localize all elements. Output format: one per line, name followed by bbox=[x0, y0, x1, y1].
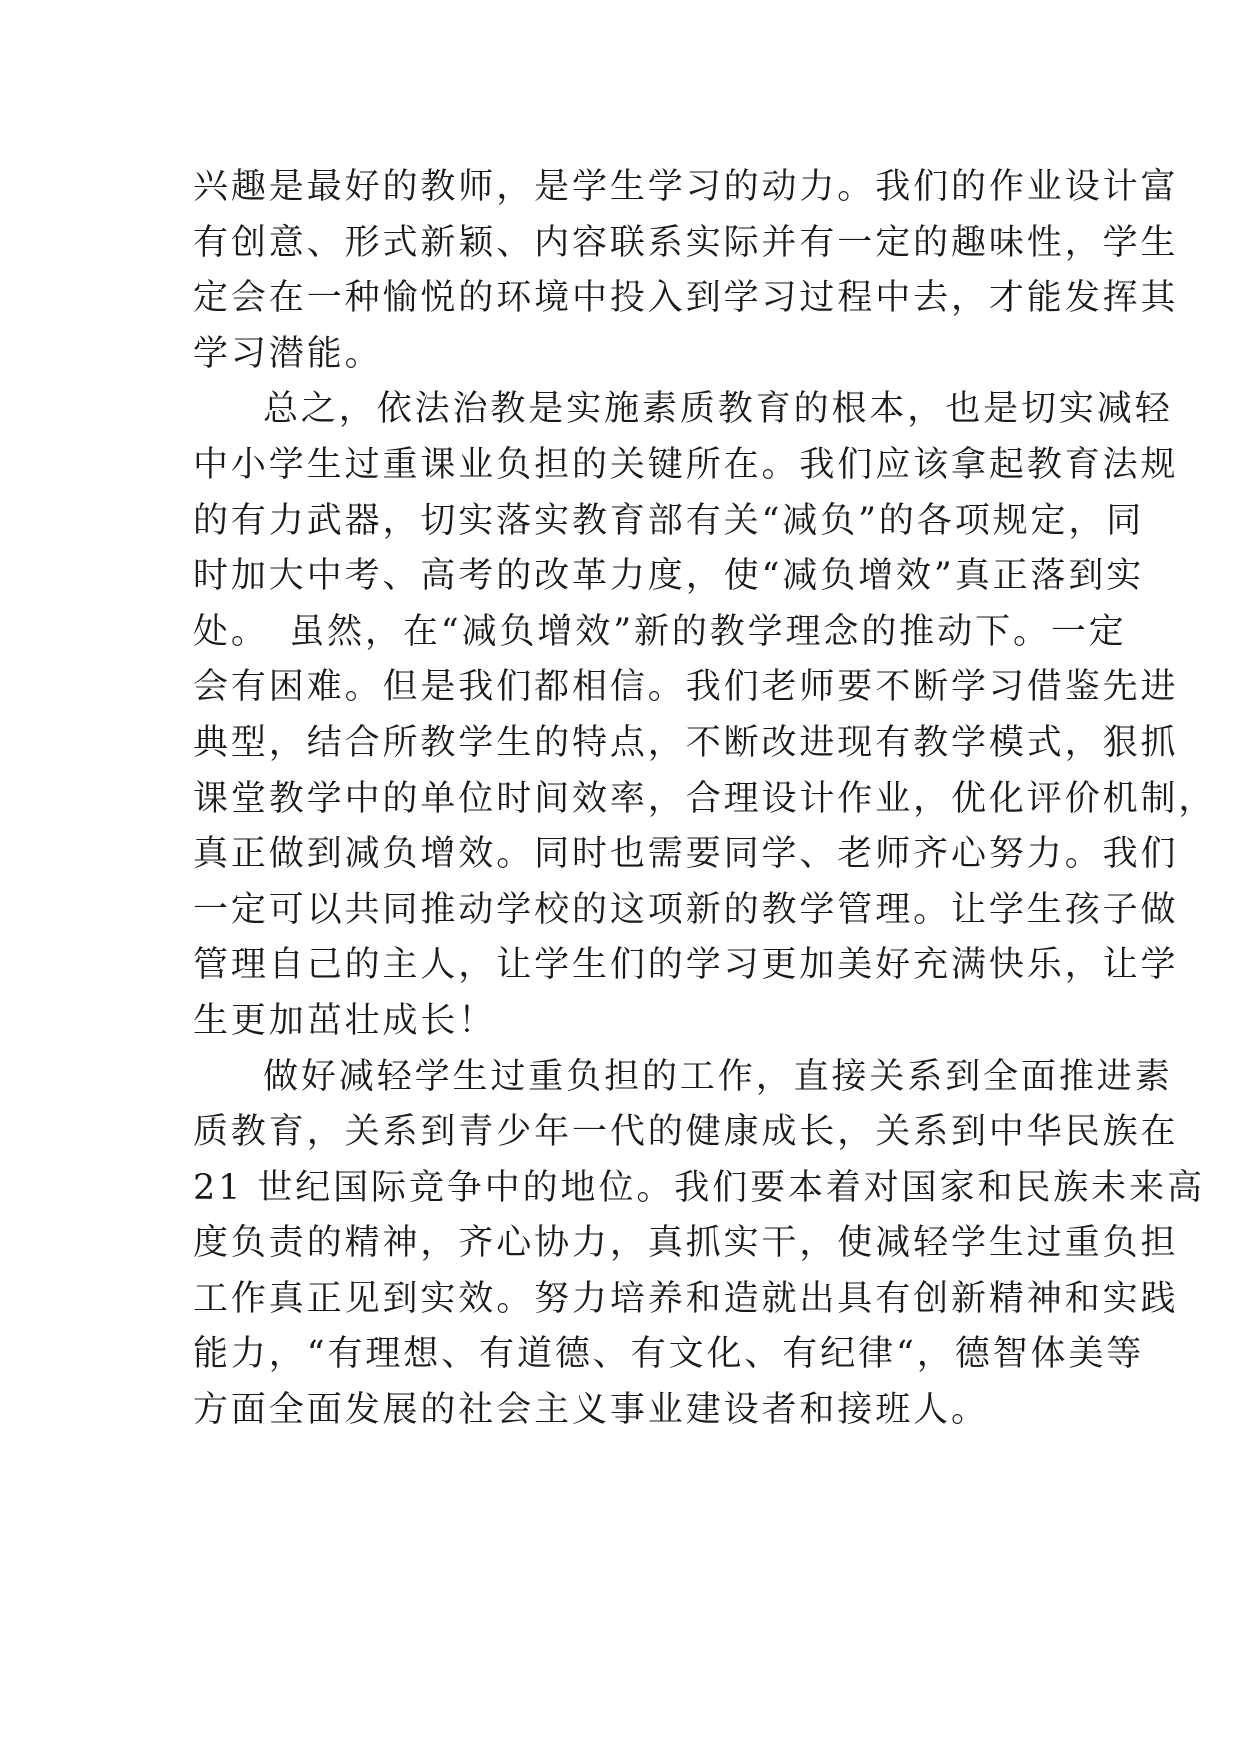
paragraph-2 bbox=[193, 382, 1217, 1049]
text-line: 总之，依法治教是实施素质教育的根本，也是切实减轻 bbox=[263, 389, 1173, 430]
text-line: 21 世纪国际竞争中的地位。我们要本着对国家和民族未来高 bbox=[193, 1167, 1205, 1208]
text-line: 定会在一种愉悦的环境中投入到学习过程中去，才能发挥其 bbox=[193, 278, 1179, 319]
text-line: 生更加茁壮成长！ bbox=[193, 1000, 497, 1041]
text-line: 学习潜能。 bbox=[193, 333, 383, 374]
text-line: 课堂教学中的单位时间效率，合理设计作业，优化评价机制， bbox=[193, 778, 1217, 819]
text-line: 时加大中考、高考的改革力度，使“减负增效”真正落到实 bbox=[193, 556, 1145, 597]
text-line: 管理自己的主人，让学生们的学习更加美好充满快乐，让学 bbox=[193, 945, 1179, 986]
text-line: 的有力武器，切实落实教育部有关“减负”的各项规定，同 bbox=[193, 500, 1145, 541]
text-line: 真正做到减负增效。同时也需要同学、老师齐心努力。我们 bbox=[193, 834, 1179, 875]
text-line: 兴趣是最好的教师，是学生学习的动力。我们的作业设计富 bbox=[193, 167, 1179, 207]
paragraph-3 bbox=[193, 1050, 1205, 1439]
text-line: 典型，结合所教学生的特点，不断改进现有教学模式，狠抓 bbox=[193, 722, 1179, 763]
document-body bbox=[193, 160, 1217, 1439]
text-line: 有创意、形式新颖、内容联系实际并有一定的趣味性，学生 bbox=[193, 222, 1179, 263]
text-line: 质教育，关系到青少年一代的健康成长，关系到中华民族在 bbox=[193, 1112, 1179, 1153]
paragraph-1 bbox=[193, 160, 1179, 382]
text-line: 方面全面发展的社会主义事业建设者和接班人。 bbox=[193, 1390, 989, 1431]
text-line: 做好减轻学生过重负担的工作，直接关系到全面推进素 bbox=[263, 1056, 1173, 1097]
text-line: 一定可以共同推动学校的这项新的教学管理。让学生孩子做 bbox=[193, 889, 1179, 930]
text-line: 工作真正见到实效。努力培养和造就出具有创新精神和实践 bbox=[193, 1278, 1179, 1319]
text-line: 处。 虽然，在“减负增效”新的教学理念的推动下。一定 bbox=[193, 611, 1127, 652]
text-line: 中小学生过重课业负担的关键所在。我们应该拿起教育法规 bbox=[193, 444, 1179, 485]
text-line: 会有困难。但是我们都相信。我们老师要不断学习借鉴先进 bbox=[193, 667, 1179, 708]
text-line: 能力，“有理想、有道德、有文化、有纪律“，德智体美等 bbox=[193, 1334, 1145, 1375]
text-line: 度负责的精神，齐心协力，真抓实干，使减轻学生过重负担 bbox=[193, 1223, 1179, 1264]
